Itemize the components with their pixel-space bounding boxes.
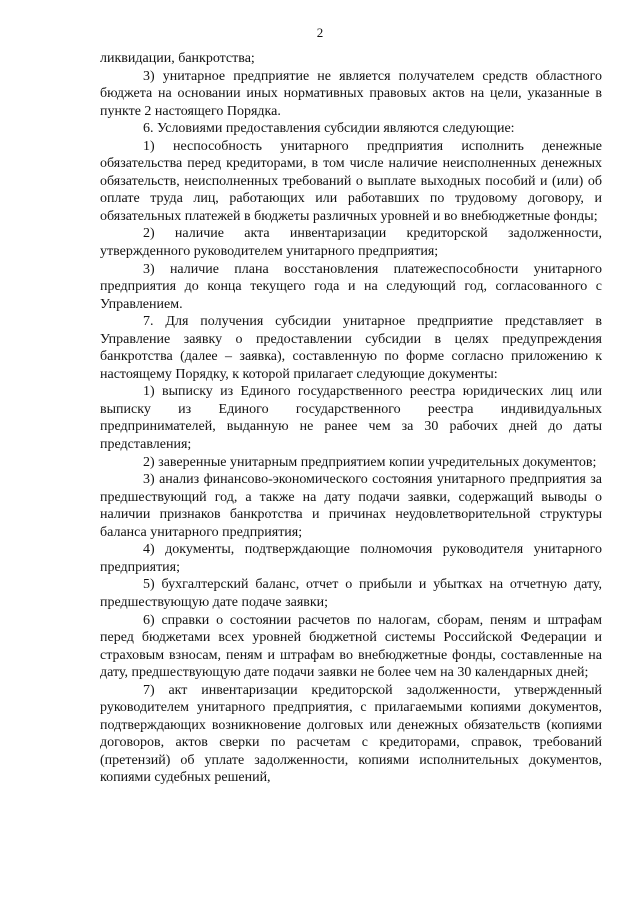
paragraph-condition-1: 1) неспособность унитарного предприятия исполнить денежные обязательства перед кредиторами, в том числе наличие неисполненных денежных обязательств, неисполненных требований о выплате выходных пособий и (или) об оплате труда лиц, работающих или работавших по трудовому договору, и обязательных платежей в бюджеты различных уровней и во внебюджетные фонды; [100,138,602,224]
paragraph-condition-2: 2) наличие акта инвентаризации кредиторской задолженности, утвержденного руководителем унитарного предприятия; [100,226,602,260]
paragraph-section-6-heading: 6. Условиями предоставления субсидии являются следующие: [143,121,515,137]
paragraph-document-1: 1) выписку из Единого государственного реестра юридических лиц или выписку из Единого государственного реестра индивидуальных предпринимателей, выданную не ранее чем за 30 рабочих дней до даты представления; [100,384,602,453]
paragraph-document-3: 3) анализ финансово-экономического состояния унитарного предприятия за предшествующий год, а также на дату подачи заявки, содержащий выводы о наличии признаков банкротства и причинах неудовлетворительной структуры баланса унитарного предприятия; [100,472,602,540]
paragraph-item-3-not-recipient: 3) унитарное предприятие не является получателем средств областного бюджета на основании иных нормативных правовых актов на цели, указанные в пункте 2 настоящего Порядка. [100,68,602,119]
page-number: 2 [316,25,324,40]
paragraph-document-7: 7) акт инвентаризации кредиторской задолженности, утвержденный руководителем унитарного предприятия, с прилагаемыми копиями документов, подтверждающих возникновение долговых или денежных обязательств (копиями договоров, актов сверки по расчетам с кредиторами, справок, требований (претензий) об уплате задолженности, копиями исполнительных документов, копиями судебных решений, [100,682,602,786]
paragraph-document-6: 6) справки о состоянии расчетов по налогам, сборам, пеням и штрафам перед бюджетами всех уровней бюджетной системы Российской Федерации и страховым взносам, пеням и штрафам во внебюджетные фонды, составленные на дату, предшествующую дате подачи заявки не более чем на 30 календарных дней; [100,612,602,681]
paragraph-condition-3: 3) наличие плана восстановления платежеспособности унитарного предприятия до конца текущего года и на следующий год, согласованного с Управлением. [100,261,602,312]
paragraph-document-4: 4) документы, подтверждающие полномочия руководителя унитарного предприятия; [100,542,602,575]
paragraph-document-2: 2) заверенные унитарным предприятием копии учредительных документов; [143,454,597,470]
paragraph-document-5: 5) бухгалтерский баланс, отчет о прибыли и убытках на отчетную дату, предшествующую дате подаче заявки; [100,577,602,610]
paragraph-continuation: ликвидации, банкротства; [100,51,255,66]
document-body [100,50,602,787]
paragraph-section-7-heading: 7. Для получения субсидии унитарное предприятие представляет в Управление заявку о предоставлении субсидии в целях предупреждения банкротства (далее – заявка), составленную по форме согласно приложению к настоящему Порядку, к которой прилагает следующие документы: [100,314,602,382]
